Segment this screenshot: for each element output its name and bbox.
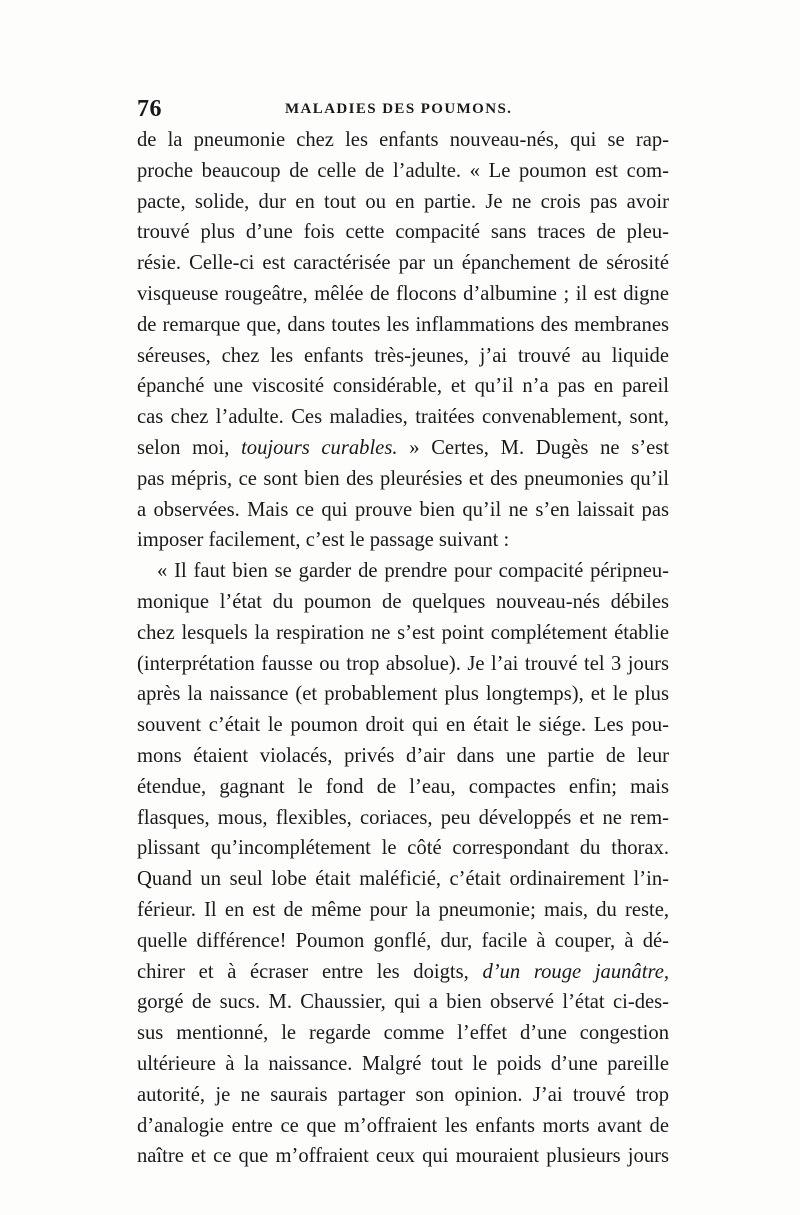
text-line: autorité, je ne saurais partager son opinion. J’ai trouvé trop — [137, 1083, 669, 1106]
page-number: 76 — [137, 96, 162, 122]
text-line: séreuses, chez les enfants très-jeunes, j’ai trouvé au liquide — [137, 344, 669, 367]
text-run: selon moi, — [137, 436, 242, 459]
text-line: plissant qu’incomplétement le côté correspondant du thorax. — [137, 837, 669, 860]
text-line: souvent c’était le poumon droit qui en était le siége. Les pou- — [137, 714, 669, 737]
text-line: chez lesquels la respiration ne s’est point complétement établie — [137, 621, 669, 644]
text-line: de remarque que, dans toutes les inflammations des membranes — [137, 313, 669, 336]
italic-text-run: toujours curables. — [241, 436, 398, 459]
body-text — [137, 125, 669, 1172]
text-line: épanché une viscosité considérable, et qu’il n’a pas en pareil — [137, 375, 669, 398]
text-line: proche beaucoup de celle de l’adulte. « Le poumon est com- — [137, 159, 669, 182]
text-line-with-italic — [137, 957, 669, 988]
text-line: (interprétation fausse ou trop absolue). Je l’ai trouvé tel 3 jours — [137, 652, 669, 675]
text-line: naître et ce que m’offraient ceux qui mouraient plusieurs jours — [137, 1145, 669, 1168]
text-line: après la naissance (et probablement plus longtemps), et le plus — [137, 683, 669, 706]
text-line: cas chez l’adulte. Ces maladies, traitées convenablement, sont, — [137, 406, 669, 429]
text-line: d’analogie entre ce que m’offraient les enfants morts avant de — [137, 1114, 669, 1137]
text-line: férieur. Il en est de même pour la pneumonie; mais, du reste, — [137, 898, 669, 921]
text-line: sus mentionné, le regarde comme l’effet d’une congestion — [137, 1022, 669, 1045]
text-line: quelle différence! Poumon gonflé, dur, facile à couper, à dé- — [137, 929, 669, 952]
text-line: pas mépris, ce sont bien des pleurésies et des pneumonies qu’il — [137, 467, 669, 490]
text-line: pacte, solide, dur en tout ou en partie. Je ne crois pas avoir — [137, 190, 669, 213]
text-line: imposer facilement, c’est le passage suivant : — [137, 529, 510, 552]
text-line: flasques, mous, flexibles, coriaces, peu développés et ne rem- — [137, 806, 669, 829]
text-line: mons étaient violacés, privés d’air dans une partie de leur — [137, 744, 669, 767]
text-line: résie. Celle-ci est caractérisée par un épanchement de sérosité — [137, 252, 669, 275]
text-line: monique l’état du poumon de quelques nouveau-nés débiles — [137, 590, 669, 613]
text-line-with-italic — [137, 433, 669, 464]
text-run: chirer et à écraser entre les doigts, — [137, 960, 483, 983]
text-line: Quand un seul lobe était maléficié, c’était ordinairement l’in- — [137, 868, 669, 891]
text-line: a observées. Mais ce qui prouve bien qu’il ne s’en laissait pas — [137, 498, 669, 521]
text-line: ultérieure à la naissance. Malgré tout le poids d’une pareille — [137, 1052, 669, 1075]
text-line: trouvé plus d’une fois cette compacité sans traces de pleu- — [137, 221, 669, 244]
text-line: « Il faut bien se garder de prendre pour compacité péripneu- — [157, 560, 669, 583]
text-run: » Certes, M. Dugès ne s’est — [397, 436, 670, 459]
italic-text-run: d’un rouge jaunâtre, — [482, 960, 669, 983]
page-header — [137, 96, 667, 126]
text-line: de la pneumonie chez les enfants nouveau-nés, qui se rap- — [137, 129, 669, 151]
running-title: MALADIES DES POUMONS. — [285, 101, 513, 117]
text-line: visqueuse rougeâtre, mêlée de flocons d’albumine ; il est digne — [137, 282, 669, 305]
text-line: étendue, gagnant le fond de l’eau, compactes enfin; mais — [137, 775, 669, 798]
text-line: gorgé de sucs. M. Chaussier, qui a bien observé l’état ci-des- — [137, 991, 669, 1014]
